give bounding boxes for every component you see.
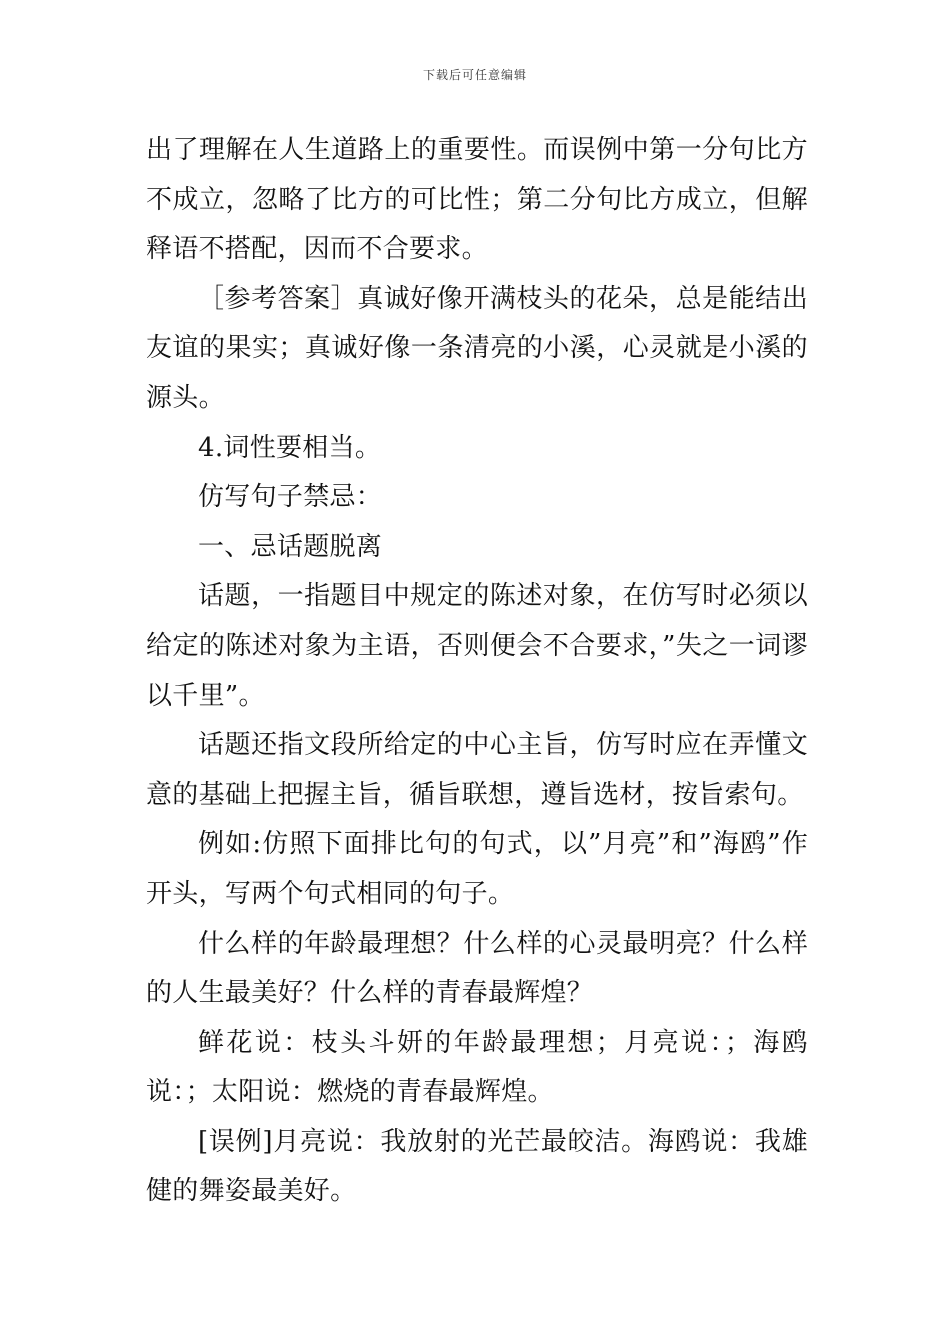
- page-header: 下载后可任意编辑: [422, 68, 527, 82]
- paragraph-example-questions: 什么样的年龄最理想？什么样的心灵最明亮？什么样的人生最美好？什么样的青春最辉煌？: [146, 928, 808, 1009]
- paragraph-example-answers: 鲜花说：枝头斗妍的年龄最理想；月亮说：；海鸥说：；太阳说：燃烧的青春最辉煌。: [146, 1027, 808, 1108]
- paragraph-rule-4: 4.词性要相当。: [198, 432, 382, 463]
- paragraph-wrong-example: [误例]月亮说：我放射的光芒最皎洁。海鸥说：我雄健的舞姿最美好。: [146, 1126, 808, 1207]
- paragraph-taboo-1-heading: 一、忌话题脱离: [198, 531, 383, 562]
- paragraph-topic-definition: 话题，一指题目中规定的陈述对象，在仿写时必须以给定的陈述对象为主语，否则便会不合要求，”失之一词谬以千里”。: [146, 581, 808, 711]
- paragraph-reference-answer: ［参考答案］真诚好像开满枝头的花朵，总是能结出友谊的果实；真诚好像一条清亮的小溪，心灵就是小溪的源头。: [146, 283, 808, 413]
- paragraph-1: 出了理解在人生道路上的重要性。而误例中第一分句比方不成立，忽略了比方的可比性；第二分句比方成立，但解释语不搭配，因而不合要求。: [146, 135, 808, 265]
- paragraph-taboos-heading: 仿写句子禁忌：: [198, 482, 383, 513]
- document-body: [146, 126, 808, 1217]
- paragraph-example-prompt: 例如:仿照下面排比句的句式，以”月亮”和”海鸥”作开头，写两个句式相同的句子。: [146, 829, 808, 909]
- paragraph-topic-theme: 话题还指文段所给定的中心主旨，仿写时应在弄懂文意的基础上把握主旨，循旨联想，遵旨选材，按旨索句。: [146, 730, 808, 810]
